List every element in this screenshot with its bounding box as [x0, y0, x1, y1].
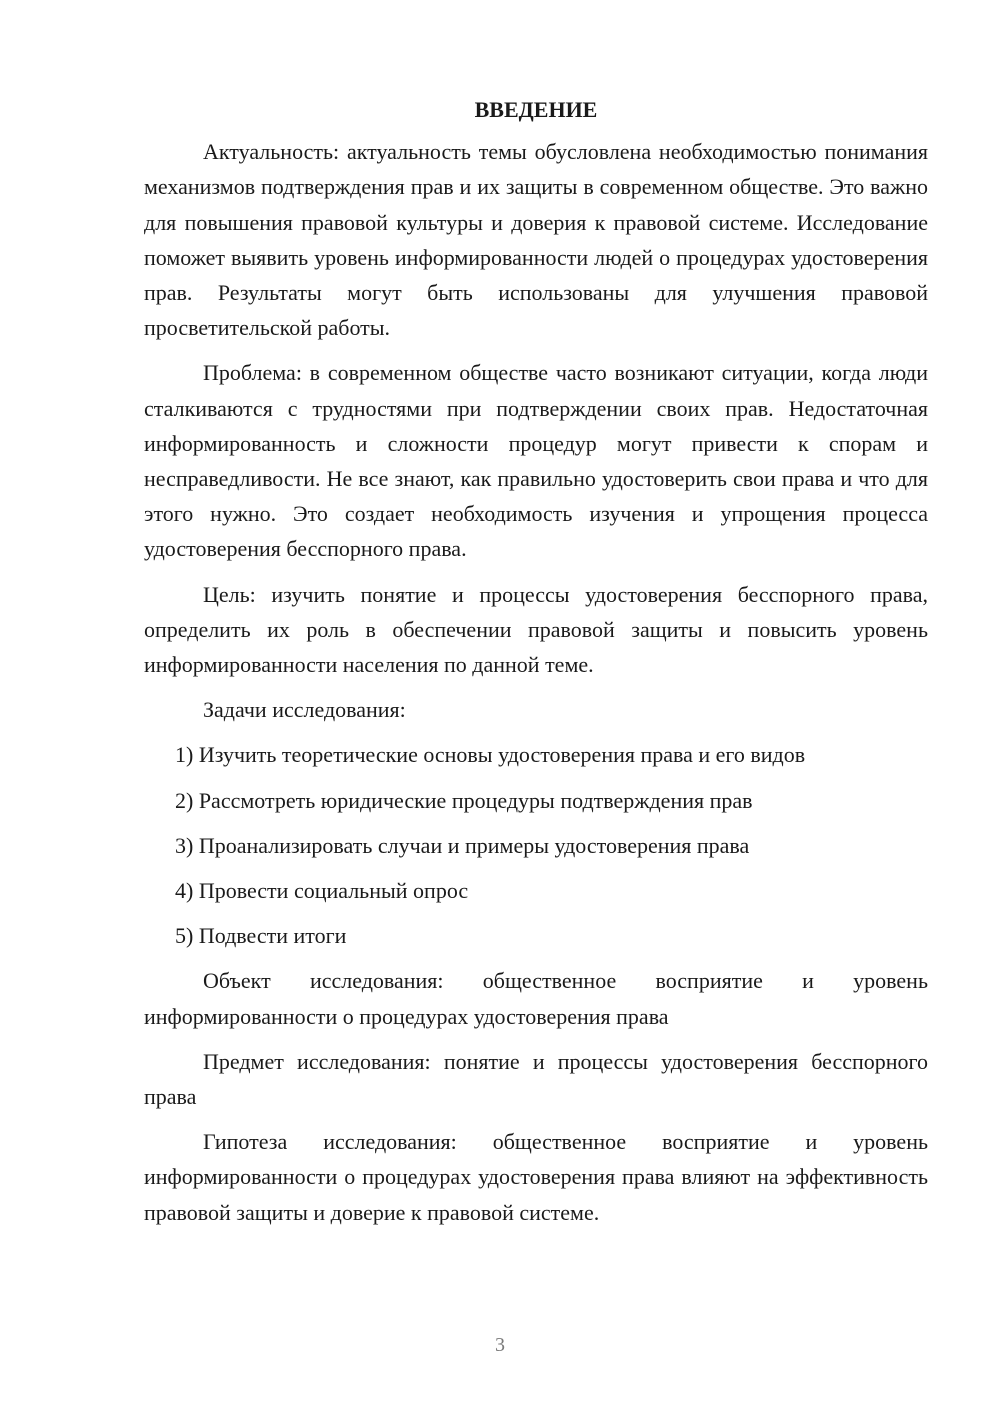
task-item-1: 1) Изучить теоретические основы удостоверения права и его видов [175, 742, 806, 768]
relevance-paragraph: Актуальность: актуальность темы обусловлена необходимостью понимания механизмов подтверждения прав и их защиты в современном обществе. Это важно для повышения правовой культуры и доверия к правовой системе. Исследование поможет выявить уровень информированности людей о процедурах удостоверения прав. Результаты могут быть использованы для улучшения правовой просветительской работы. [144, 139, 928, 341]
tasks-heading: Задачи исследования: [203, 697, 406, 723]
task-item-2: 2) Рассмотреть юридические процедуры подтверждения прав [175, 787, 753, 813]
tasks-list [144, 737, 928, 953]
page-number: 3 [495, 1334, 505, 1356]
problem-paragraph: Проблема: в современном обществе часто возникают ситуации, когда люди сталкиваются с трудностями при подтверждении своих прав. Недостаточная информированность и сложности процедур могут привести к спорам и несправедливости. Не все знают, как правильно удостоверить свои права и что для этого нужно. Это создает необходимость изучения и упрощения процесса удостоверения бесспорного права. [144, 360, 928, 562]
task-item-3: 3) Проанализировать случаи и примеры удостоверения права [175, 832, 750, 858]
task-item-5: 5) Подвести итоги [175, 923, 347, 949]
goal-paragraph: Цель: изучить понятие и процессы удостоверения бесспорного права, определить их роль в обеспечении правовой защиты и повысить уровень информированности населения по данной теме. [144, 581, 928, 678]
page-title: ВВЕДЕНИЕ [474, 97, 598, 122]
object-paragraph: Объект исследования: общественное восприятие и уровень информированности о процедурах удостоверения права [144, 968, 928, 1029]
subject-paragraph: Предмет исследования: понятие и процессы удостоверения бесспорного права [144, 1048, 928, 1110]
task-item-4: 4) Провести социальный опрос [175, 878, 469, 904]
hypothesis-paragraph: Гипотеза исследования: общественное восприятие и уровень информированности о процедурах удостоверения права влияют на эффективность правовой защиты и доверие к правовой системе. [144, 1129, 928, 1225]
page-content [144, 92, 928, 1240]
